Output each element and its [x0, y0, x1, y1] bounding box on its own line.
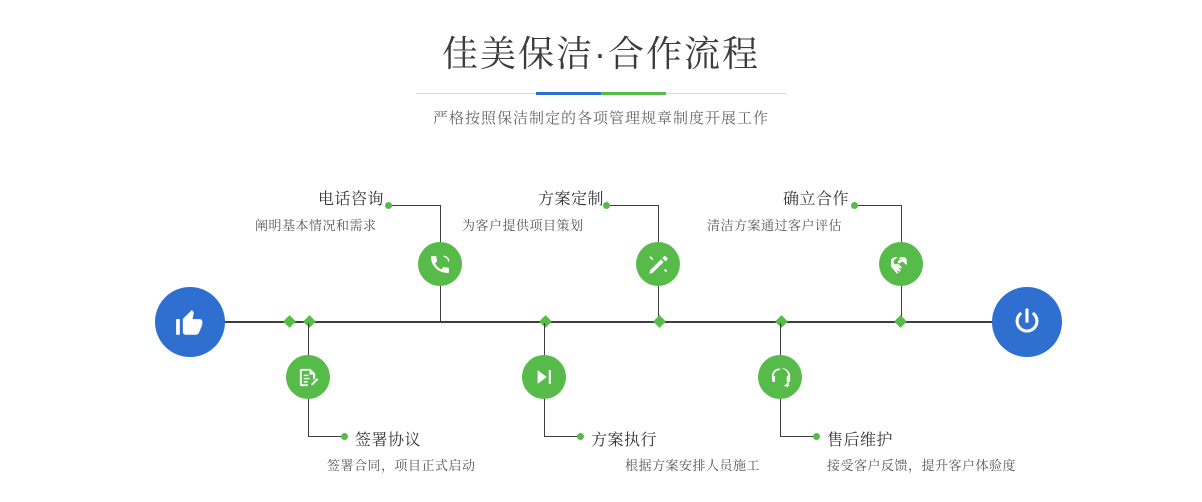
- step-title-2: 签署协议: [355, 432, 422, 449]
- play-forward-icon: [533, 366, 555, 388]
- step-node-6: [758, 355, 802, 399]
- headset-support-icon: [769, 366, 792, 389]
- step-desc-2: 签署合同，项目正式启动: [327, 458, 476, 473]
- power-icon: [1010, 305, 1044, 339]
- connector-vertical: [780, 399, 781, 436]
- axis-marker: [894, 315, 907, 328]
- connector-horizontal: [606, 205, 659, 206]
- connector-dot: [577, 433, 584, 440]
- axis-marker: [653, 315, 666, 328]
- pen-ruler-icon: [647, 253, 670, 276]
- connector-vertical: [308, 399, 309, 436]
- step-node-4: [522, 355, 566, 399]
- connector-vertical: [901, 205, 902, 242]
- page-title: 佳美保洁·合作流程: [442, 33, 760, 74]
- connector-vertical: [440, 286, 441, 321]
- step-node-3: [636, 242, 680, 286]
- phone-call-icon: [428, 252, 452, 276]
- connector-dot: [851, 202, 858, 209]
- step-desc-3: 为客户提供项目策划: [462, 218, 584, 233]
- connector-dot: [341, 433, 348, 440]
- step-desc-4: 根据方案安排人员施工: [625, 458, 761, 473]
- connector-horizontal: [544, 436, 580, 437]
- connector-horizontal: [780, 436, 816, 437]
- divider-segment-blue: [536, 92, 601, 95]
- axis-marker: [775, 315, 788, 328]
- step-title-6: 售后维护: [827, 432, 894, 449]
- step-desc-1: 阐明基本情况和需求: [255, 218, 377, 233]
- step-title-4: 方案执行: [591, 432, 658, 449]
- divider-segment-green: [601, 92, 666, 95]
- connector-vertical: [440, 205, 441, 242]
- connector-vertical: [308, 323, 309, 355]
- connector-dot: [813, 433, 820, 440]
- connector-horizontal: [854, 205, 902, 206]
- connector-horizontal: [388, 205, 441, 206]
- connector-vertical: [780, 323, 781, 355]
- connector-dot: [385, 202, 392, 209]
- header: [0, 30, 1202, 128]
- step-node-5: [879, 242, 923, 286]
- axis-marker: [539, 315, 552, 328]
- connector-dot: [603, 202, 610, 209]
- thumbs-up-icon: [173, 305, 207, 339]
- title-divider: [416, 92, 786, 95]
- step-title-1: 电话咨询: [318, 191, 385, 208]
- end-endpoint: [992, 287, 1062, 357]
- connector-vertical: [658, 205, 659, 242]
- step-desc-5: 清洁方案通过客户评估: [707, 218, 843, 233]
- step-node-1: [418, 242, 462, 286]
- timeline: [0, 150, 1202, 502]
- axis-marker: [283, 315, 296, 328]
- connector-horizontal: [308, 436, 344, 437]
- connector-vertical: [544, 399, 545, 436]
- handshake-icon: [889, 252, 913, 276]
- document-edit-icon: [297, 366, 320, 389]
- page-subtitle: 严格按照保洁制定的各项管理规章制度开展工作: [432, 110, 769, 127]
- axis-marker: [303, 315, 316, 328]
- step-title-5: 确立合作: [783, 191, 850, 208]
- step-node-2: [286, 355, 330, 399]
- step-desc-6: 接受客户反馈，提升客户体验度: [827, 458, 1017, 473]
- connector-vertical: [544, 323, 545, 355]
- step-title-3: 方案定制: [538, 191, 605, 208]
- start-endpoint: [155, 287, 225, 357]
